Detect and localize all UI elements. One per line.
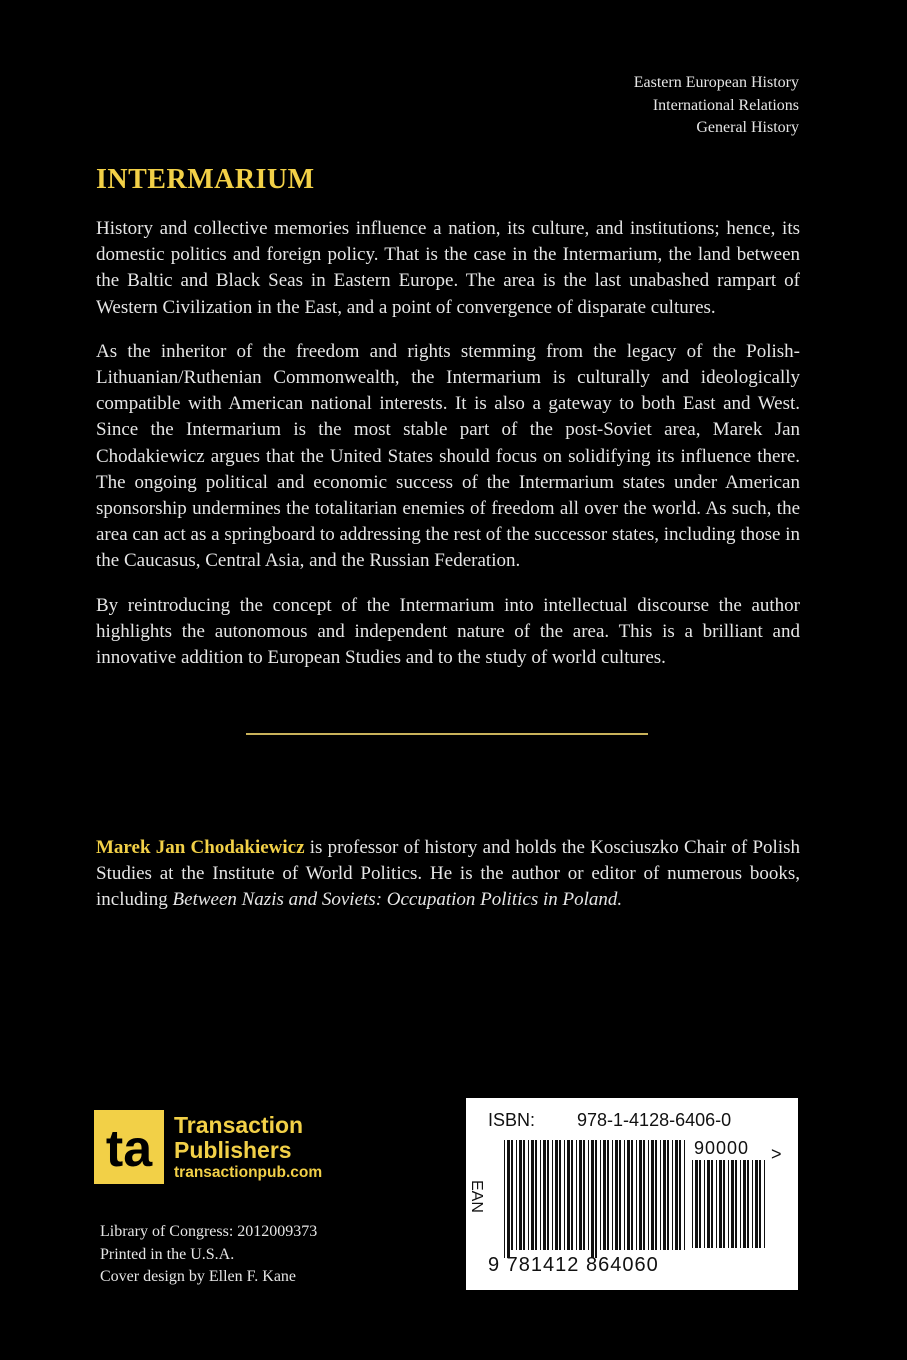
isbn-number: 978-1-4128-6406-0: [577, 1110, 732, 1130]
category-label: Eastern European History: [633, 74, 799, 91]
category-label: International Relations: [652, 96, 799, 114]
barcode-bar: [692, 1160, 693, 1248]
ean-label: EAN: [468, 1180, 485, 1213]
barcode-bar: [571, 1140, 573, 1250]
publisher-name: [174, 1113, 303, 1163]
barcode-bar: [655, 1140, 657, 1250]
ean-digits: 9 781412 864060: [488, 1254, 659, 1276]
book-title: INTERMARIUM: [96, 164, 315, 195]
barcode-bar: [663, 1140, 666, 1250]
barcode-bar: [735, 1160, 737, 1248]
barcode-bar: [576, 1140, 577, 1250]
barcode-bar: [752, 1160, 753, 1248]
barcode-bar: [731, 1160, 734, 1248]
barcode-bar: [636, 1140, 637, 1250]
barcode-bar: [667, 1140, 669, 1250]
addon-digits: 90000: [694, 1138, 750, 1158]
barcode-bar: [519, 1140, 522, 1250]
barcode-bar: [523, 1140, 525, 1250]
barcode-bar: [583, 1140, 585, 1250]
barcode-bar: [559, 1140, 561, 1250]
barcode-bar: [719, 1160, 722, 1248]
barcode-bar: [648, 1140, 649, 1250]
barcode-bar: [511, 1140, 513, 1250]
barcode-bar: [699, 1160, 701, 1248]
barcode-bar: [660, 1140, 661, 1250]
publisher-logo-icon: [94, 1110, 164, 1184]
barcode-bar: [612, 1140, 613, 1250]
barcode-bar: [672, 1140, 673, 1250]
barcode-bar: [728, 1160, 729, 1248]
publisher-name-line: Publishers: [174, 1137, 292, 1163]
barcode-panel: [466, 1098, 798, 1290]
barcode-bar: [716, 1160, 717, 1248]
publisher-url: transactionpub.com: [174, 1164, 323, 1181]
barcode-bar: [547, 1140, 549, 1250]
category-label: General History: [696, 119, 799, 136]
addon-barcode-icon: [692, 1160, 766, 1256]
barcode-bar: [723, 1160, 725, 1248]
isbn-label: ISBN:: [488, 1110, 536, 1130]
description-paragraph: History and collective memories influence a nation, its culture, and institutions; hence, its domestic politics and foreign policy. That is the case in the Intermarium, the land between the Baltic and Black Seas in Eastern Europe. The area is the last unabashed rampart of Western Civilization in the East, and a point of convergence of disparate cultures.: [96, 218, 800, 318]
barcode-bar: [627, 1140, 630, 1250]
barcode-bar: [755, 1160, 758, 1248]
barcode-bar: [643, 1140, 645, 1250]
barcode-bar: [759, 1160, 761, 1248]
credits: [100, 1221, 317, 1289]
barcode-bar: [607, 1140, 609, 1250]
subject-categories: [399, 72, 799, 140]
barcode-bar: [675, 1140, 678, 1250]
barcode-bar: [552, 1140, 553, 1250]
barcode-bar: [743, 1160, 746, 1248]
barcode-bar: [579, 1140, 582, 1250]
barcode-bar: [704, 1160, 705, 1248]
publisher-name-line: Transaction: [174, 1112, 304, 1138]
barcode-bar: [555, 1140, 558, 1250]
barcode-bar: [591, 1140, 594, 1258]
barcode-bar: [764, 1160, 765, 1248]
barcode-bar: [711, 1160, 713, 1248]
credit-line: Cover design by Ellen F. Kane: [100, 1268, 297, 1285]
barcode-bar: [707, 1160, 710, 1248]
publisher-logo-letters: ta: [105, 1120, 153, 1178]
barcode-bar: [504, 1140, 505, 1258]
author-name: Marek Jan Chodakiewicz: [96, 837, 305, 858]
barcode-bar: [543, 1140, 546, 1250]
book-description: [96, 216, 800, 689]
credit-line: Library of Congress: 2012009373: [100, 1223, 318, 1240]
barcode-bar: [531, 1140, 534, 1250]
barcode-bar: [639, 1140, 642, 1250]
barcode-bar: [535, 1140, 537, 1250]
isbn-row: [488, 1110, 731, 1131]
description-paragraph: By reintroducing the concept of the Intermarium into intellectual discourse the author highlights the autonomous and independent nature of the area. This is a brilliant and innovative addition to European Studies and to the study of world cultures.: [96, 594, 800, 669]
barcode-bar: [567, 1140, 570, 1250]
barcode-bar: [651, 1140, 654, 1250]
barcode-bar: [684, 1140, 685, 1250]
barcode-bar: [528, 1140, 529, 1250]
barcode-bar: [588, 1140, 589, 1250]
barcode-bar: [516, 1140, 517, 1250]
barcode-bar: [619, 1140, 621, 1250]
barcode-bar: [507, 1140, 510, 1258]
barcode-bar: [595, 1140, 597, 1258]
bio-book-title: Between Nazis and Soviets: Occupation Politics in Poland.: [172, 889, 623, 911]
barcode-bar: [695, 1160, 698, 1248]
barcode-bar: [631, 1140, 633, 1250]
barcode-bar: [747, 1160, 749, 1248]
author-bio: [96, 835, 800, 914]
barcode-bar: [603, 1140, 606, 1250]
barcode-bar: [540, 1140, 541, 1250]
barcode-bar: [564, 1140, 565, 1250]
credit-line: Printed in the U.S.A.: [100, 1245, 235, 1263]
barcode-bar: [740, 1160, 741, 1248]
bio-text: is professor of history and holds the Kosciuszko Chair of Polish Studies at the Institute of World Politics. He is the author or editor of numerous books, including: [96, 837, 801, 911]
barcode-bar: [679, 1140, 681, 1250]
ean-barcode-icon: [504, 1140, 688, 1258]
arrow-icon: >: [771, 1144, 782, 1164]
barcode-bar: [600, 1140, 601, 1250]
description-paragraph: As the inheritor of the freedom and rights stemming from the legacy of the Polish-Lithuanian/Ruthenian Commonwealth, the Intermarium is culturally and ideologically compatible with American national interests. It is also a gateway to both East and West. Since the Intermarium is the most stable part of the post-Soviet area, Marek Jan Chodakiewicz argues that the United States should focus on solidifying its influence there. The ongoing political and economic success of the Intermarium states under American sponsorship undermines the totalitarian enemies of freedom all over the world. As such, the area can act as a springboard to addressing the rest of the successor states, including those in the Caucasus, Central Asia, and the Russian Federation.: [96, 340, 800, 572]
section-divider: [246, 733, 648, 735]
barcode-bar: [624, 1140, 625, 1250]
barcode-bar: [615, 1140, 618, 1250]
